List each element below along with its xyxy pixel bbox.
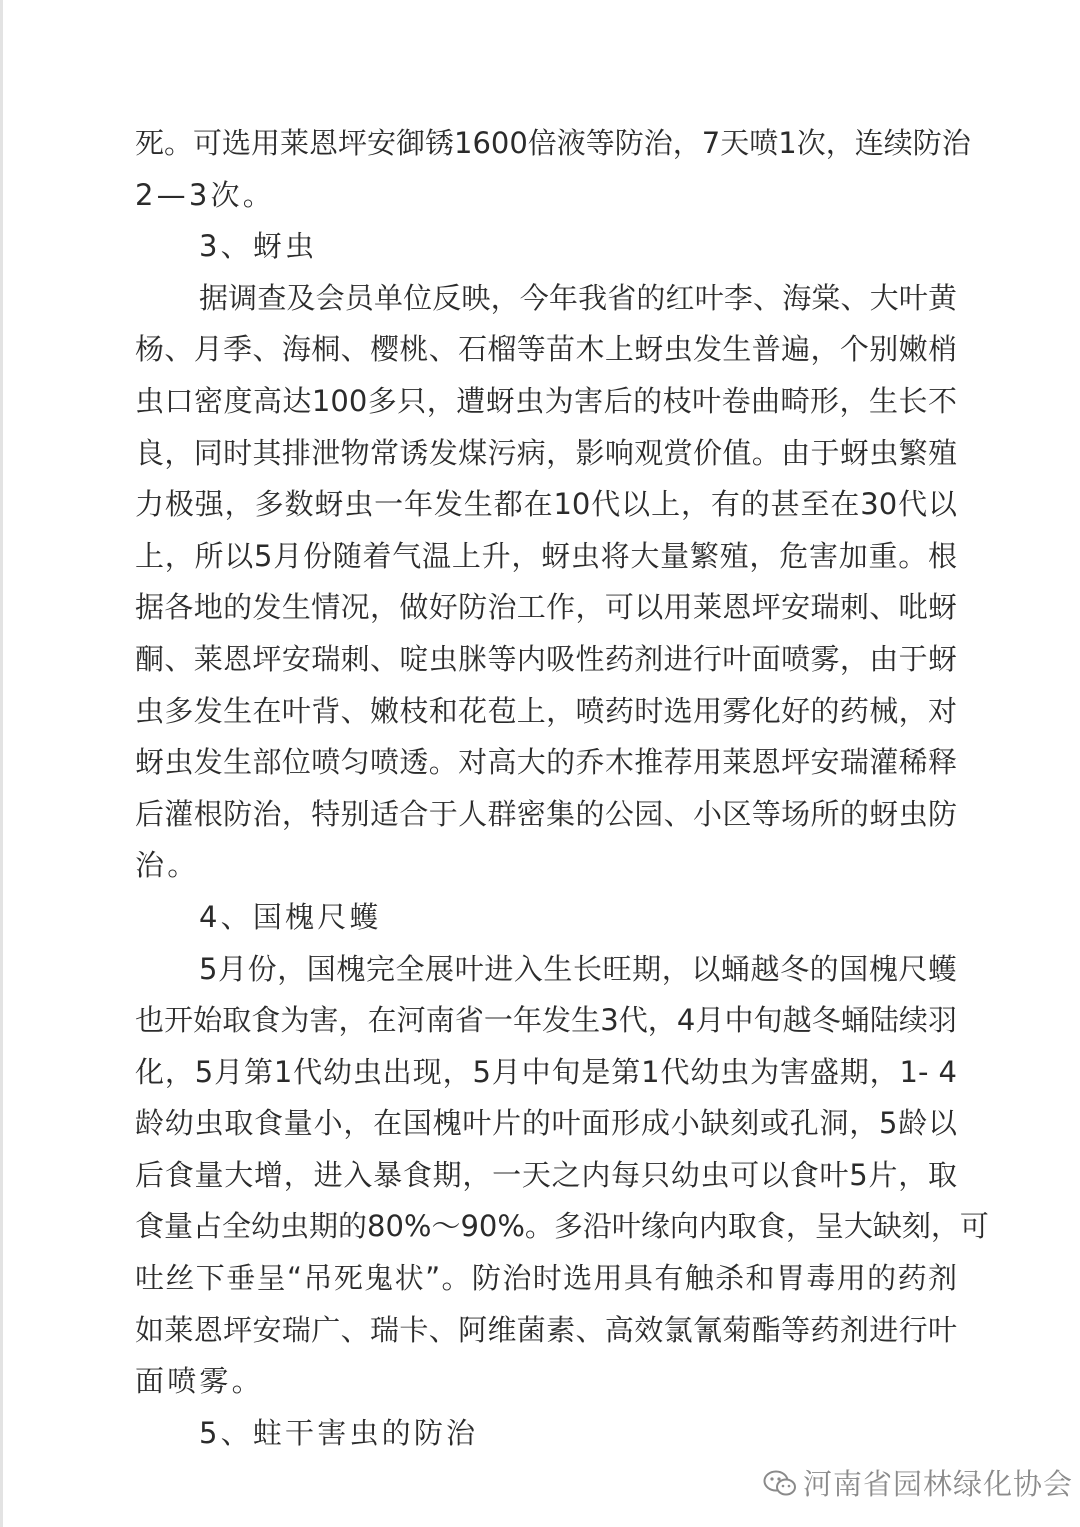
wechat-icon [763, 1469, 797, 1497]
section-heading-aphid: 3、蚜虫 [199, 229, 318, 264]
text-line: 酮、莱恩坪安瑞刺、啶虫脒等内吸性药剂进行叶面喷雾，由于蚜 [135, 641, 957, 676]
document-body [135, 118, 989, 1459]
text-line: 龄幼虫取食量小，在国槐叶片的叶面形成小缺刻或孔洞，5龄以 [135, 1106, 957, 1141]
text-line: 蚜虫发生部位喷匀喷透。对高大的乔木推荐用莱恩坪安瑞灌稀释 [135, 745, 957, 780]
text-line: 如莱恩坪安瑞广、瑞卡、阿维菌素、高效氯氰菊酯等药剂进行叶 [135, 1312, 957, 1347]
text-line: 后灌根防治，特别适合于人群密集的公园、小区等场所的蚜虫防 [135, 796, 957, 831]
text-line: 良，同时其排泄物常诱发煤污病，影响观赏价值。由于蚜虫繁殖 [135, 435, 957, 470]
text-line: 2—3次。 [135, 177, 275, 212]
text-line: 食量占全幼虫期的80%～90%。多沿叶缘向内取食，呈大缺刻，可 [135, 1209, 989, 1244]
watermark [763, 1462, 1073, 1503]
text-line: 虫多发生在叶背、嫩枝和花苞上，喷药时选用雾化好的药械，对 [135, 693, 957, 728]
text-line: 据调查及会员单位反映，今年我省的红叶李、海棠、大叶黄 [199, 280, 957, 315]
text-line: 虫口密度高达100多只，遭蚜虫为害后的枝叶卷曲畸形，生长不 [135, 383, 957, 418]
text-line: 杨、月季、海桐、樱桃、石榴等苗木上蚜虫发生普遍，个别嫩梢 [135, 332, 957, 367]
text-line: 面喷雾。 [135, 1364, 264, 1399]
text-line: 死。可选用莱恩坪安御锈1600倍液等防治，7天喷1次，连续防治 [135, 126, 971, 160]
text-line: 也开始取食为害，在河南省一年发生3代，4月中旬越冬蛹陆续羽 [135, 1003, 957, 1038]
text-line: 据各地的发生情况，做好防治工作，可以用莱恩坪安瑞刺、吡蚜 [135, 590, 957, 625]
text-line: 治。 [135, 848, 200, 883]
text-line: 力极强，多数蚜虫一年发生都在10代以上，有的甚至在30代以 [135, 487, 957, 522]
text-line: 5月份，国槐完全展叶进入生长旺期，以蛹越冬的国槐尺蠖 [199, 951, 957, 986]
text-line: 化，5月第1代幼虫出现，5月中旬是第1代幼虫为害盛期，1- 4 [135, 1054, 957, 1089]
text-line: 吐丝下垂呈“吊死鬼状”。防治时选用具有触杀和胃毒用的药剂 [135, 1261, 957, 1296]
section-heading-borer: 5、蛀干害虫的防治 [199, 1415, 479, 1450]
watermark-text: 河南省园林绿化协会 [803, 1467, 1074, 1501]
text-line: 后食量大增，进入暴食期，一天之内每只幼虫可以食叶5片，取 [135, 1157, 957, 1192]
section-heading-looper: 4、国槐尺蠖 [199, 899, 382, 934]
text-line: 上，所以5月份随着气温上升，蚜虫将大量繁殖，危害加重。根 [135, 538, 957, 573]
